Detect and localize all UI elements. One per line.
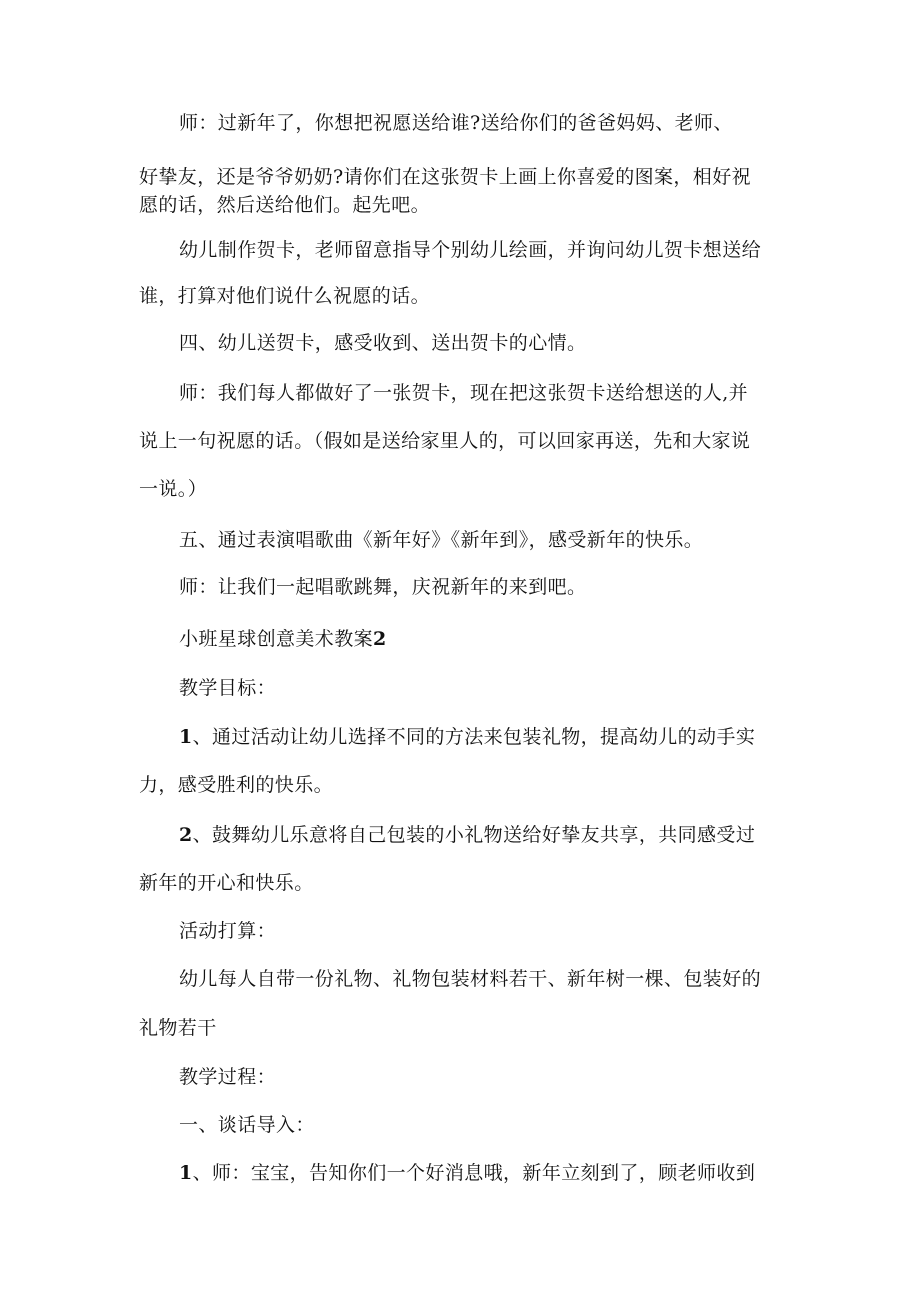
- paragraph-line: 力，感受胜利的快乐。: [139, 774, 334, 796]
- list-item-number: 2: [179, 824, 193, 846]
- paragraph-line: 师：过新年了，你想把祝愿送给谁?送给你们的爸爸妈妈、老师、: [179, 112, 733, 134]
- paragraph-line: 谁，打算对他们说什么祝愿的话。: [139, 285, 431, 307]
- subheading-objectives: 教学目标：: [179, 677, 277, 699]
- section-heading: 五、通过表演唱歌曲《新年好》《新年到》，感受新年的快乐。: [179, 529, 704, 551]
- paragraph-line: 愿的话，然后送给他们。起先吧。: [139, 194, 431, 216]
- paragraph-line: 礼物若干: [139, 1017, 217, 1039]
- list-item-text: 、鼓舞幼儿乐意将自己包装的小礼物送给好挚友共享，共同感受过: [192, 824, 756, 846]
- lesson-title: [179, 626, 387, 652]
- paragraph-line: 幼儿制作贺卡，老师留意指导个别幼儿绘画，并询问幼儿贺卡想送给: [179, 239, 762, 261]
- paragraph-line: 说上一句祝愿的话。（假如是送给家里人的，可以回家再送，先和大家说: [139, 430, 751, 452]
- list-item-number: 1: [179, 726, 193, 748]
- paragraph-line: 师：让我们一起唱歌跳舞，庆祝新年的来到吧。: [179, 576, 587, 598]
- lesson-title-text: 小班星球创意美术教案: [179, 628, 374, 650]
- lesson-title-number: 2: [373, 628, 387, 650]
- subheading-process: 教学过程：: [179, 1066, 277, 1088]
- list-item-text: 、通过活动让幼儿选择不同的方法来包装礼物，提高幼儿的动手实: [192, 726, 756, 748]
- section-heading: 四、幼儿送贺卡，感受收到、送出贺卡的心情。: [179, 332, 587, 354]
- section-heading: 一、谈话导入：: [179, 1114, 315, 1136]
- list-item-text: 、师：宝宝，告知你们一个好消息哦，新年立刻到了，顾老师收到: [192, 1162, 756, 1184]
- list-item: [179, 724, 755, 750]
- list-item-number: 1: [179, 1162, 193, 1184]
- paragraph-line: 好挚友，还是爷爷奶奶?请你们在这张贺卡上画上你喜爱的图案，相好祝: [139, 166, 751, 188]
- paragraph-line: 一说。）: [139, 478, 208, 500]
- paragraph-line: 师：我们每人都做好了一张贺卡，现在把这张贺卡送给想送的人,并: [179, 382, 749, 404]
- subheading-preparation: 活动打算：: [179, 920, 277, 942]
- list-item: [179, 822, 755, 848]
- paragraph-line: 新年的开心和快乐。: [139, 872, 314, 894]
- list-item: [179, 1160, 755, 1186]
- paragraph-line: 幼儿每人自带一份礼物、礼物包装材料若干、新年树一棵、包装好的: [179, 968, 762, 990]
